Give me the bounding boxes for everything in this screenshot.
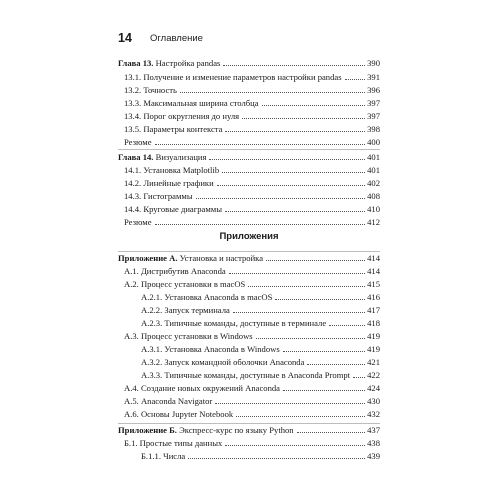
page-ref: 432: [367, 409, 380, 419]
leader-dots: [188, 458, 365, 459]
toc-entry[interactable]: [124, 380, 380, 393]
toc-subentry[interactable]: [141, 302, 380, 315]
entry-title: А.4. Создание новых окружений Anaconda: [124, 383, 280, 393]
entry-title: 13.1. Получение и изменение параметров настройки pandas: [124, 72, 342, 82]
page-ref: 412: [367, 217, 380, 227]
entry-title: Б.1. Простые типы данных: [124, 438, 223, 448]
leader-dots: [222, 172, 365, 173]
leader-dots: [196, 198, 365, 199]
page-ref: 410: [367, 204, 380, 214]
toc-subentry[interactable]: [141, 448, 380, 461]
entry-title: 13.3. Максимальная ширина столбца: [124, 98, 259, 108]
page-number: 14: [118, 31, 132, 45]
entry-title: А.3.1. Установка Anaconda в Windows: [141, 344, 280, 354]
toc-subentry[interactable]: [141, 354, 380, 367]
leader-dots: [266, 260, 365, 261]
toc-subentry[interactable]: [141, 341, 380, 354]
page-ref: 396: [367, 85, 380, 95]
page-ref: 418: [367, 318, 380, 328]
toc-entry[interactable]: [124, 263, 380, 276]
page-ref: 421: [367, 357, 380, 367]
leader-dots: [262, 105, 366, 106]
page-ref: 430: [367, 396, 380, 406]
entry-title: 14.4. Круговые диаграммы: [124, 204, 223, 214]
leader-dots: [283, 351, 365, 352]
entry-title: А.2.3. Типичные команды, доступные в терминале: [141, 318, 327, 328]
page-ref: 416: [367, 292, 380, 302]
leader-dots: [283, 390, 365, 391]
page-ref: 419: [367, 344, 380, 354]
toc-entry[interactable]: [124, 435, 380, 448]
toc-entry[interactable]: [124, 188, 380, 201]
toc-entry[interactable]: [124, 121, 380, 134]
page-ref: 414: [367, 253, 380, 263]
toc-subentry[interactable]: [141, 367, 380, 380]
leader-dots: [236, 416, 365, 417]
toc-entry[interactable]: [124, 175, 380, 188]
entry-title: А.3.3. Типичные команды, доступные в Anaconda Prompt: [141, 370, 351, 380]
page-ref: 400: [367, 137, 380, 147]
page-ref: 398: [367, 124, 380, 134]
entry-title: А.2. Процесс установки в macOS: [124, 279, 246, 289]
entry-title: А.3. Процесс установки в Windows: [124, 331, 253, 341]
page-ref: 415: [367, 279, 380, 289]
toc-appendix-a[interactable]: [118, 250, 380, 263]
leader-dots: [233, 312, 365, 313]
leader-dots: [297, 432, 366, 433]
entry-title: 14.3. Гистограммы: [124, 191, 193, 201]
entry-title: Резюме: [124, 137, 152, 147]
leader-dots: [307, 364, 365, 365]
leader-dots: [223, 65, 365, 66]
leader-dots: [329, 325, 365, 326]
page-ref: 439: [367, 451, 380, 461]
entry-title: 13.4. Порог округления до нуля: [124, 111, 240, 121]
page-ref: 424: [367, 383, 380, 393]
leader-dots: [256, 338, 365, 339]
entry-title: А.1. Дистрибутив Anaconda: [124, 266, 226, 276]
entry-title: Резюме: [124, 217, 152, 227]
page-ref: 391: [367, 72, 380, 82]
toc-entry[interactable]: [124, 406, 380, 419]
page-ref: 437: [367, 425, 380, 435]
toc-subentry[interactable]: [141, 289, 380, 302]
leader-dots: [217, 185, 365, 186]
appendix-title: Установка и настройка: [177, 253, 264, 263]
toc-entry[interactable]: [124, 201, 380, 214]
leader-dots: [180, 92, 365, 93]
entry-title: Б.1.1. Числа: [141, 451, 186, 461]
chapter-title: Визуализация: [153, 152, 207, 162]
chapter-label: Глава 13.: [118, 58, 154, 68]
toc-chapter-14[interactable]: [118, 149, 380, 162]
toc-entry[interactable]: [124, 134, 380, 147]
leader-dots: [225, 445, 365, 446]
page-ref: 397: [367, 98, 380, 108]
leader-dots: [275, 299, 365, 300]
entry-title: А.2.2. Запуск терминала: [141, 305, 230, 315]
toc-entry[interactable]: [124, 393, 380, 406]
entry-title: 14.2. Линейные графики: [124, 178, 214, 188]
entry-title: А.2.1. Установка Anaconda в macOS: [141, 292, 273, 302]
entry-title: 13.2. Точность: [124, 85, 177, 95]
leader-dots: [345, 79, 366, 80]
page-ref: 414: [367, 266, 380, 276]
chapter-label: Глава 14.: [118, 152, 154, 162]
page-ref: 422: [367, 370, 380, 380]
page-ref: 419: [367, 331, 380, 341]
toc-entry[interactable]: [124, 95, 380, 108]
appendix-title: Экспресс-курс по языку Python: [176, 425, 294, 435]
page-ref: 402: [367, 178, 380, 188]
appendix-label: Приложение Б.: [118, 425, 177, 435]
page-ref: 401: [367, 152, 380, 162]
toc-appendix-b[interactable]: [118, 422, 380, 435]
page-ref: 438: [367, 438, 380, 448]
leader-dots: [353, 377, 365, 378]
running-title: Оглавление: [150, 33, 203, 44]
leader-dots: [155, 224, 366, 225]
toc-entry[interactable]: [124, 69, 380, 82]
toc-entry[interactable]: [124, 328, 380, 341]
toc-chapter-13[interactable]: [118, 55, 380, 68]
chapter-title: Настройка pandas: [153, 58, 221, 68]
leader-dots: [155, 144, 366, 145]
toc-entry[interactable]: [124, 214, 380, 227]
leader-dots: [242, 118, 365, 119]
toc-subentry[interactable]: [141, 315, 380, 328]
entry-title: А.3.2. Запуск командной оболочки Anaconda: [141, 357, 305, 367]
leader-dots: [225, 131, 365, 132]
leader-dots: [229, 273, 365, 274]
leader-dots: [248, 286, 365, 287]
toc-entry[interactable]: [124, 276, 380, 289]
toc-entry[interactable]: [124, 162, 380, 175]
leader-dots: [215, 403, 365, 404]
toc-entry[interactable]: [124, 108, 380, 121]
toc-entry[interactable]: [124, 82, 380, 95]
page-ref: 408: [367, 191, 380, 201]
leader-dots: [225, 211, 365, 212]
page-ref: 397: [367, 111, 380, 121]
leader-dots: [209, 159, 365, 160]
appendices-heading: Приложения: [219, 231, 279, 242]
page-ref: 417: [367, 305, 380, 315]
entry-title: А.5. Anaconda Navigator: [124, 396, 213, 406]
entry-title: А.6. Основы Jupyter Notebook: [124, 409, 234, 419]
page-ref: 390: [367, 58, 380, 68]
entry-title: 14.1. Установка Matplotlib: [124, 165, 220, 175]
page-ref: 401: [367, 165, 380, 175]
entry-title: 13.5. Параметры контекста: [124, 124, 223, 134]
appendix-label: Приложение А.: [118, 253, 178, 263]
